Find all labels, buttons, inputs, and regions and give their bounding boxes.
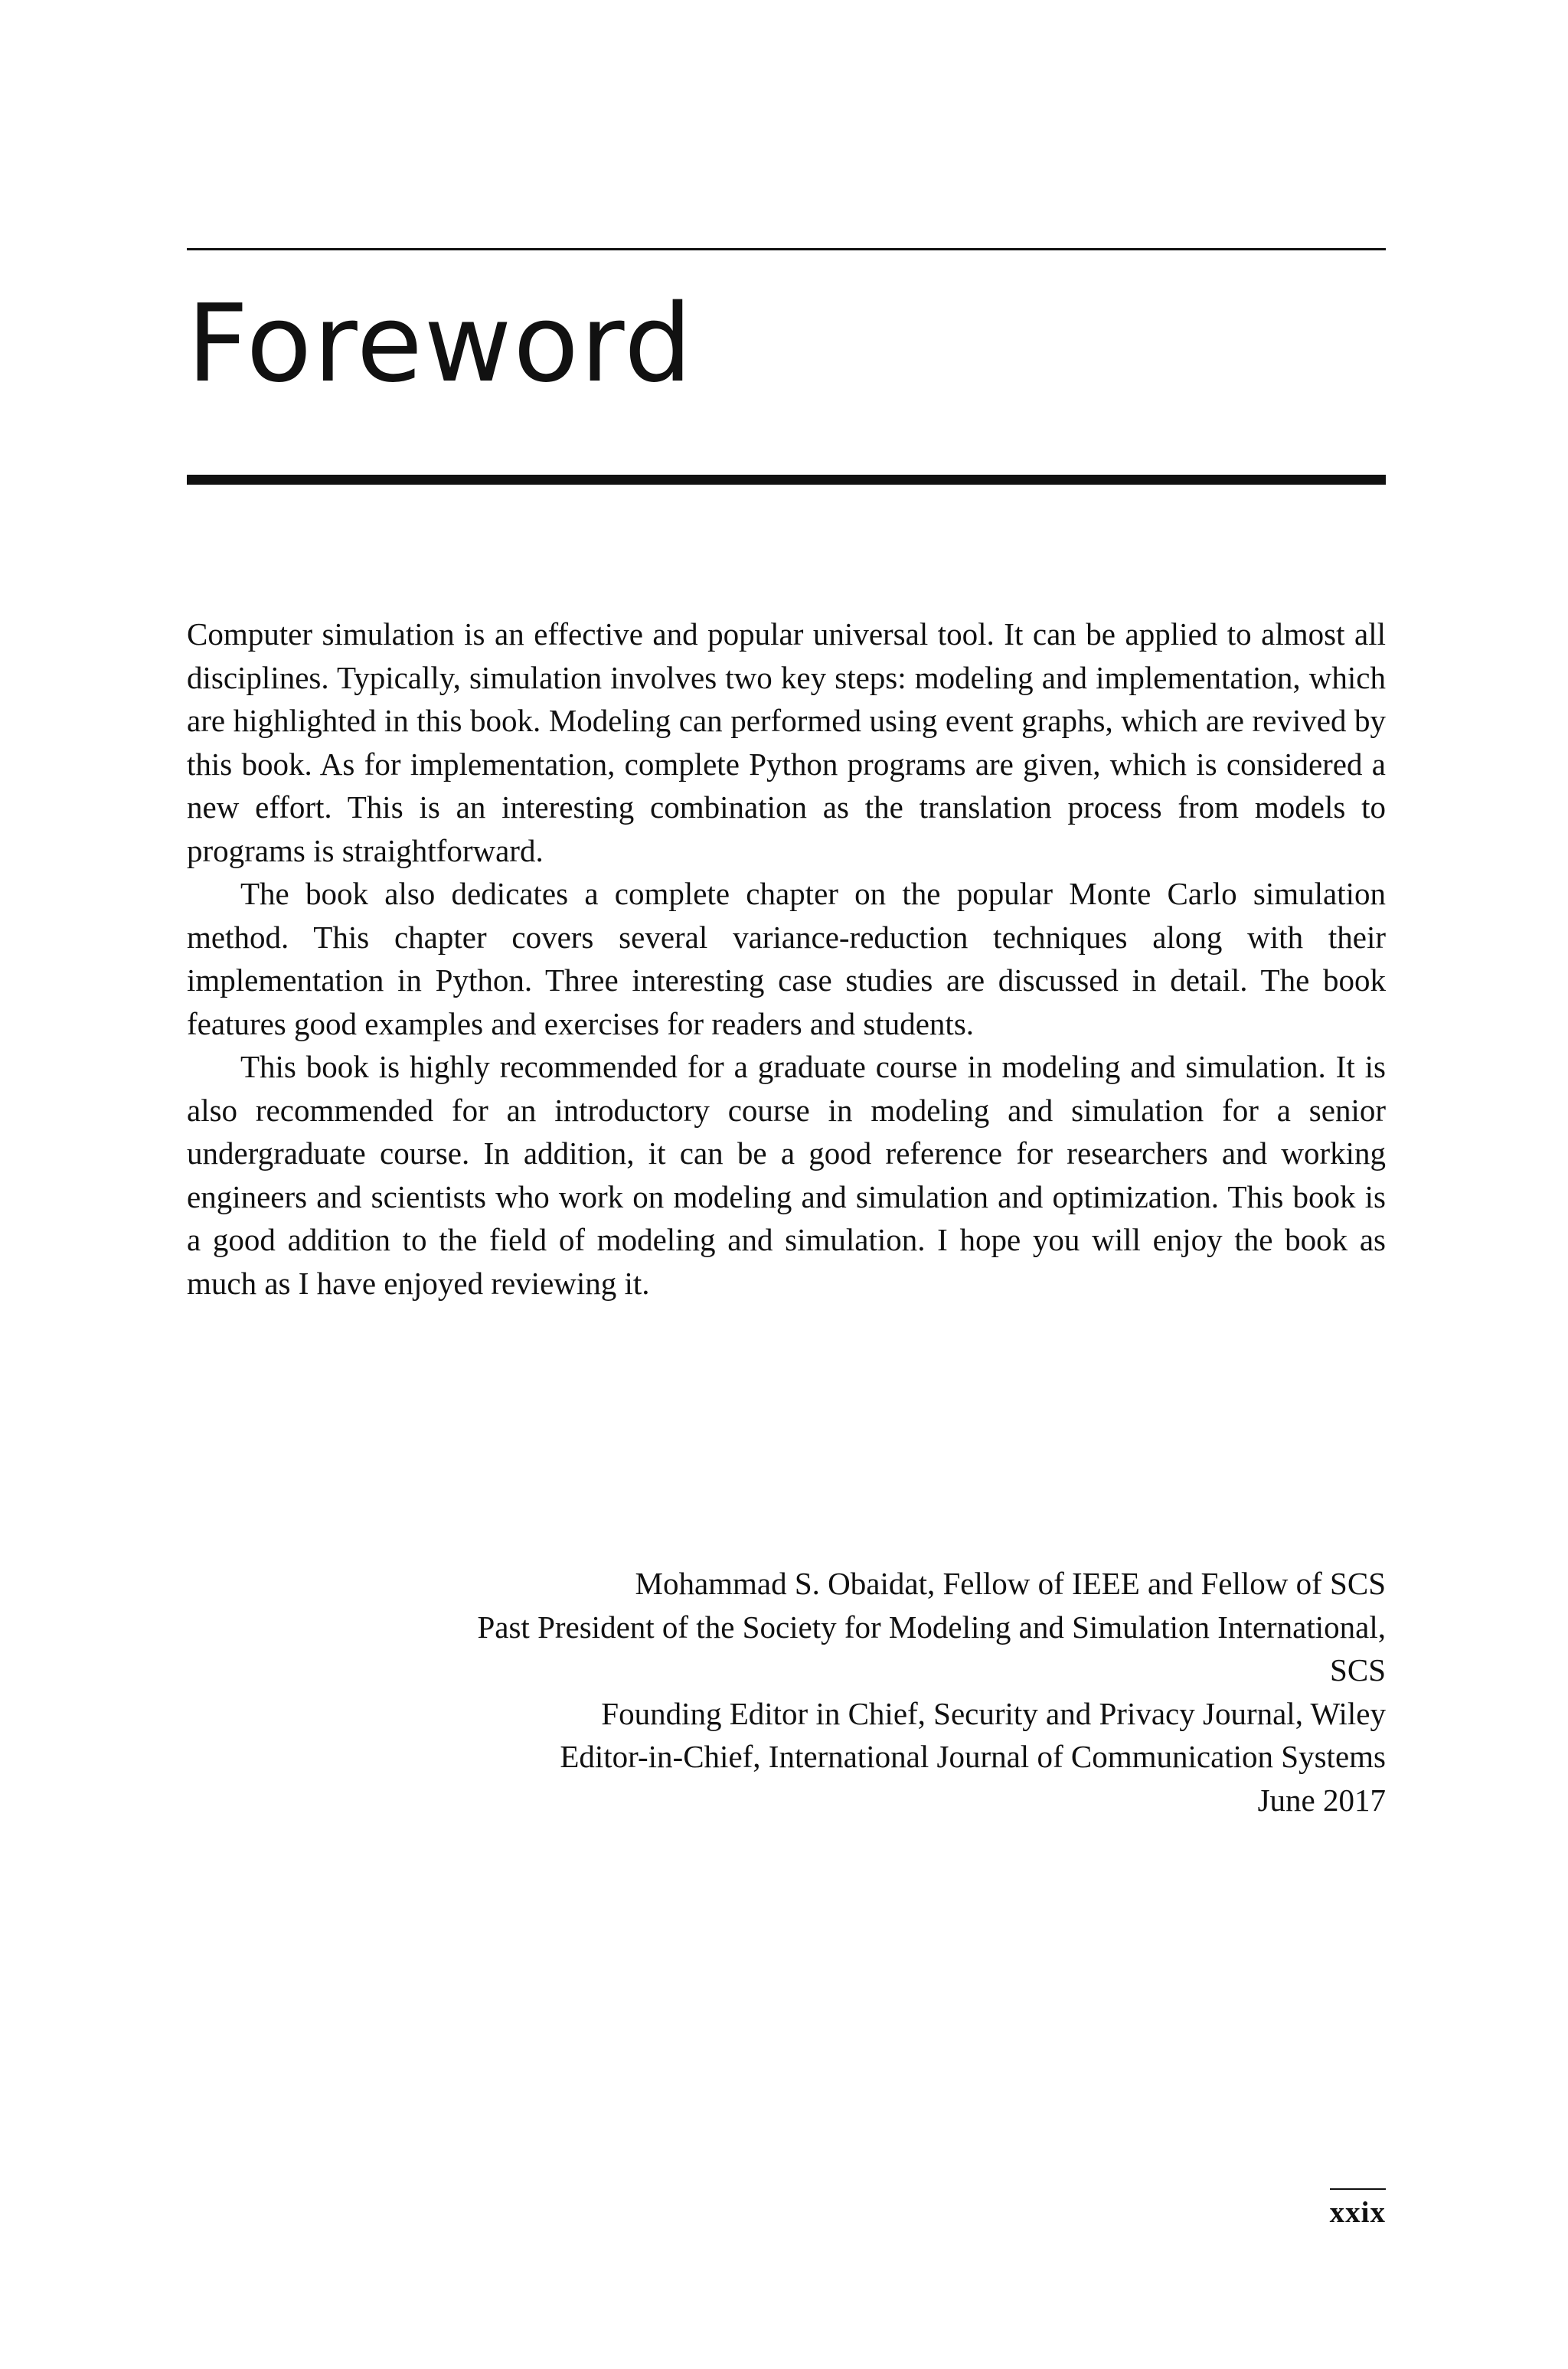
signature-title-continuation: SCS bbox=[1330, 1652, 1386, 1688]
signature-date: June 2017 bbox=[1257, 1782, 1386, 1818]
title-underline-rule bbox=[187, 475, 1386, 485]
paragraph-2: The book also dedicates a complete chapter on the popular Monte Carlo simulation method. This chapter covers several variance-reduction techniques along with their implementation in Python. Three interesting case studies are discussed in detail. The book features good examples and exercises for readers and students. bbox=[187, 876, 1386, 1041]
signature-name-line: Mohammad S. Obaidat, Fellow of IEEE and Fellow of SCS bbox=[635, 1566, 1386, 1601]
top-rule bbox=[187, 248, 1386, 250]
paragraph-1: Computer simulation is an effective and popular universal tool. It can be applied to almost all disciplines. Typically, simulation involves two key steps: modeling and implementation, which are highlighted in this book. Modeling can performed using event graphs, which are revived by this book. As for implementation, complete Python programs are given, which is considered a new effort. This is an interesting combination as the translation process from models to programs is straightforward. bbox=[187, 616, 1386, 868]
foreword-body bbox=[187, 613, 1386, 1305]
page-number: xxix bbox=[1330, 2188, 1386, 2227]
signature-editor-line: Founding Editor in Chief, Security and Privacy Journal, Wiley bbox=[601, 1695, 1386, 1731]
signature-block bbox=[187, 1562, 1386, 1822]
chapter-title: Foreword bbox=[187, 282, 694, 407]
signature-editor-in-chief-line: Editor-in-Chief, International Journal of Communication Systems bbox=[560, 1739, 1386, 1774]
signature-title-line: Past President of the Society for Modeling and Simulation International, bbox=[477, 1609, 1386, 1645]
paragraph-3: This book is highly recommended for a graduate course in modeling and simulation. It is also recommended for an introductory course in modeling and simulation for a senior undergraduate course. In addition, it can be a good reference for researchers and working engineers and scientists who work on modeling and simulation and optimization. This book is a good addition to the field of modeling and simulation. I hope you will enjoy the book as much as I have enjoyed reviewing it. bbox=[187, 1049, 1386, 1301]
